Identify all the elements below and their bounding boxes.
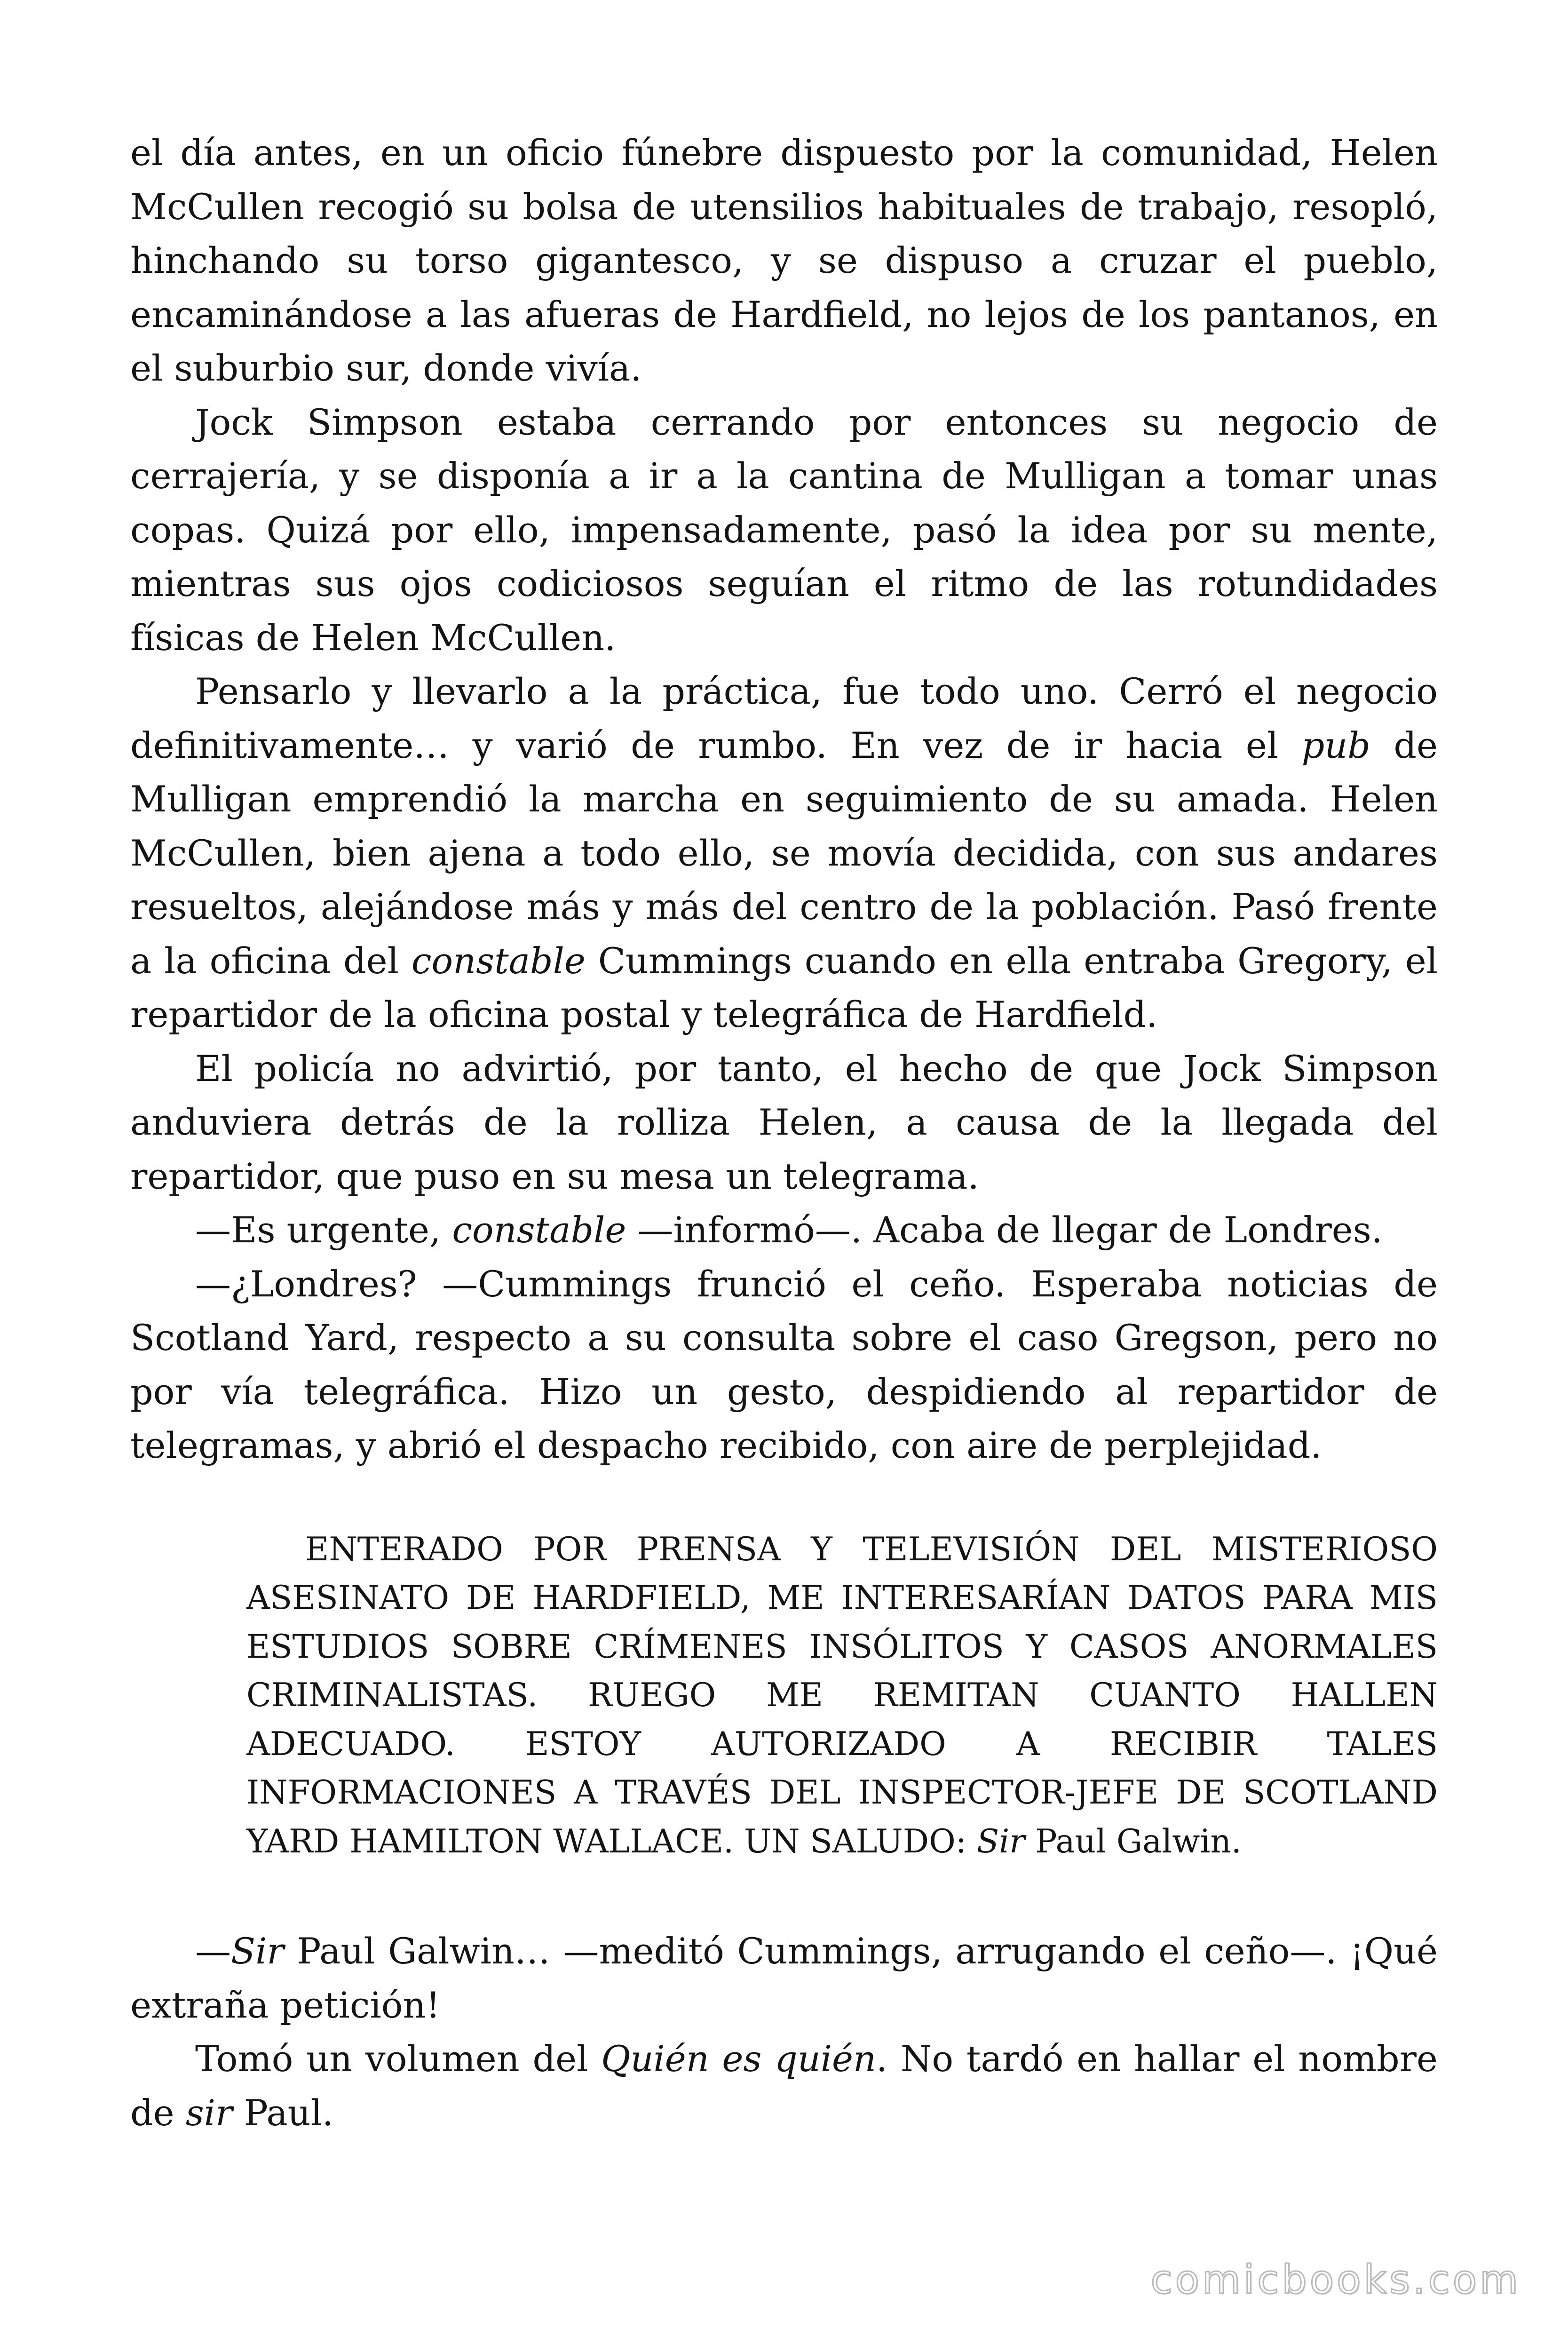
text-run: Jock Simpson estaba cerrando por entonces su negocio de cerrajería, y se disponía a ir a la cantina de Mulligan a tomar unas copas. Quizá por ello, impensadamente, pasó la idea por su mente, mientras sus ojos codiciosos seguían el ritmo de las rotundidades físicas de Helen McCullen. (130, 401, 1438, 659)
paragraph-p7 (130, 1924, 1438, 2032)
italic-text-run: constable (452, 1209, 626, 1251)
text-run: —¿Londres? —Cummings frunció el ceño. Esperaba noticias de Scotland Yard, respecto a su consulta sobre el caso Gregson, pero no por vía telegráfica. Hizo un gesto, despidiendo al repartidor de telegramas, y abrió el despacho recibido, con aire de perplejidad. (130, 1263, 1438, 1466)
italic-text-run: Quién es quién (601, 2038, 876, 2080)
italic-text-run: pub (1301, 724, 1370, 766)
text-run: — (195, 1930, 231, 1972)
text-run: El policía no advirtió, por tanto, el hecho de que Jock Simpson anduviera detrás de la rolliza Helen, a causa de la llegada del repartidor, que puso en su mesa un telegrama. (130, 1047, 1438, 1197)
text-run: Paul Galwin. (1025, 1822, 1242, 1860)
text-run: Pensarlo y llevarlo a la práctica, fue todo uno. Cerró el negocio definitivamente… y varió de rumbo. En vez de ir hacia el (130, 670, 1438, 766)
italic-text-run: Sir (231, 1930, 284, 1972)
paragraph-p6 (130, 1257, 1438, 1473)
text-run: Cummings cuando en ella entraba Gregory, el repartidor de la oficina postal y telegráfica de Hardfield. (130, 939, 1438, 1035)
paragraph-p8 (130, 2032, 1438, 2140)
text-run: Tomó un volumen del (195, 2038, 602, 2080)
paragraph-p2 (130, 396, 1438, 665)
text-run: de Mulligan emprendió la marcha en seguimiento de su amada. Helen McCullen, bien ajena a todo ello, se movía decidida, con sus andares resueltos, alejándose más y más del centro de la población. Pasó frente a la oficina del (130, 724, 1438, 982)
paragraph-p5 (130, 1203, 1438, 1257)
telegram-block (246, 1526, 1438, 1867)
text-run: —Es urgente, (195, 1209, 452, 1251)
text-run: . No tardó en hallar el nombre de (130, 2038, 1438, 2134)
paragraph-p1 (130, 126, 1438, 396)
paragraph-p3 (130, 665, 1438, 1042)
narrative-after-telegram (130, 1924, 1438, 2140)
text-run: ENTERADO POR PRENSA Y TELEVISIÓN DEL MISTERIOSO ASESINATO DE HARDFIELD, ME INTERESARÍAN DATOS PARA MIS ESTUDIOS SOBRE CRÍMENES INSÓLITOS Y CASOS ANORMALES CRIMINALISTAS. RUEGO ME REMITAN CUANTO HALLEN ADECUADO. ESTOY AUTORIZADO A RECIBIR TALES INFORMACIONES A TRAVÉS DEL INSPECTOR-JEFE DE SCOTLAND YARD HAMILTON WALLACE. UN SALUDO: (246, 1530, 1438, 1860)
text-run: —informó—. Acaba de llegar de Londres. (626, 1209, 1383, 1251)
text-run: Paul Galwin… —meditó Cummings, arrugando el ceño—. ¡Qué extraña petición! (130, 1930, 1438, 2026)
italic-text-run: sir (185, 2091, 233, 2134)
italic-text-run: Sir (976, 1822, 1025, 1860)
watermark: comicbooks.com (1150, 2257, 1521, 2303)
page-body (130, 126, 1438, 2140)
italic-text-run: constable (411, 939, 586, 982)
text-run: Paul. (232, 2091, 334, 2134)
paragraph-p4 (130, 1042, 1438, 1204)
text-run: el día antes, en un oficio fúnebre dispuesto por la comunidad, Helen McCullen recogió su bolsa de utensilios habituales de trabajo, resopló, hinchando su torso gigantesco, y se dispuso a cruzar el pueblo, encaminándose a las afueras de Hardfield, no lejos de los pantanos, en el suburbio sur, donde vivía. (130, 132, 1438, 389)
narrative-before-telegram (130, 126, 1438, 1473)
